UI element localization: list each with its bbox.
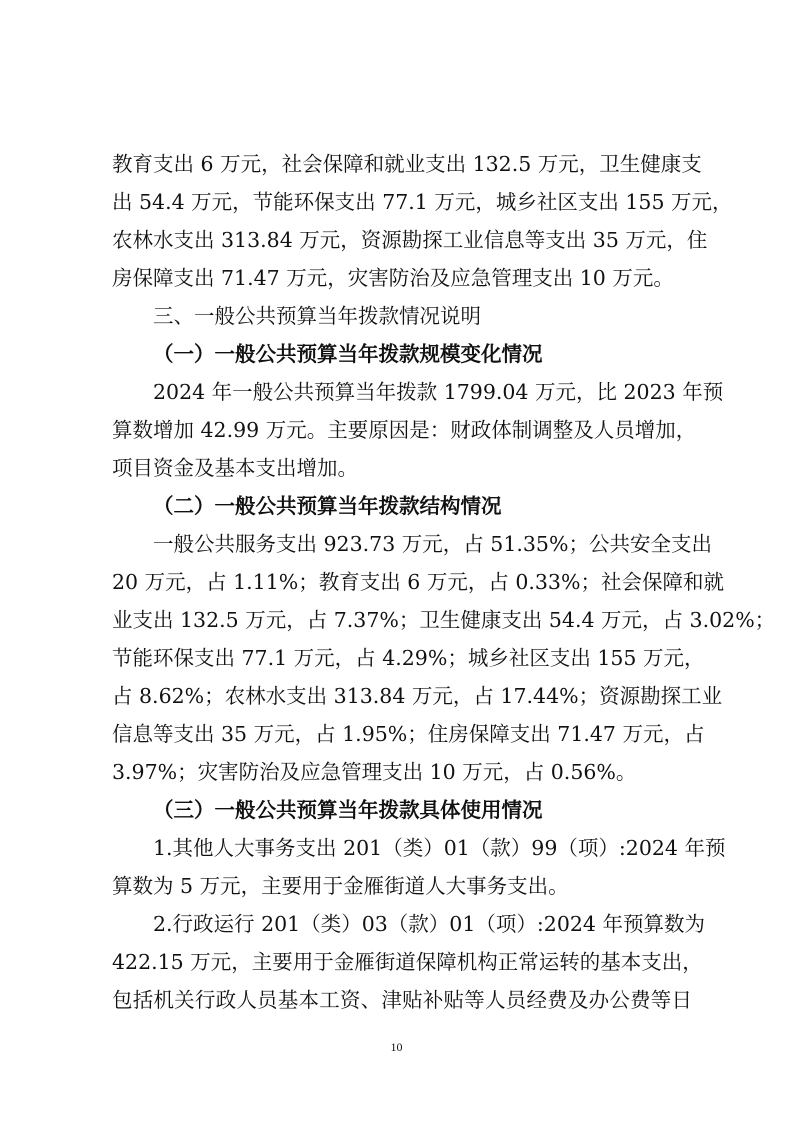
paragraph-line: 一般公共服务支出 923.73 万元，占 51.35%；公共安全支出 <box>153 532 712 556</box>
page-number: 10 <box>390 1040 403 1054</box>
paragraph-line: 项目资金及基本支出增加。 <box>112 456 358 480</box>
section-heading: 三、一般公共预算当年拨款情况说明 <box>153 304 481 328</box>
paragraph-line: 包括机关行政人员基本工资、津贴补贴等人员经费及办公费等日 <box>112 988 692 1012</box>
paragraph-line: 出 54.4 万元，节能环保支出 77.1 万元，城乡社区支出 155 万元， <box>112 190 733 214</box>
paragraph-line: 农林水支出 313.84 万元，资源勘探工业信息等支出 35 万元，住 <box>112 228 708 252</box>
paragraph-line: 业支出 132.5 万元，占 7.37%；卫生健康支出 54.4 万元，占 3.02%； <box>112 608 776 632</box>
paragraph-line: 3.97%；灾害防治及应急管理支出 10 万元，占 0.56%。 <box>112 760 637 784</box>
paragraph-line: 节能环保支出 77.1 万元，占 4.29%；城乡社区支出 155 万元， <box>112 646 705 670</box>
paragraph-line: 房保障支出 71.47 万元，灾害防治及应急管理支出 10 万元。 <box>112 266 674 290</box>
paragraph-line: 422.15 万元，主要用于金雁街道保障机构正常运转的基本支出， <box>112 950 703 974</box>
subsection-heading: （三）一般公共预算当年拨款具体使用情况 <box>153 798 543 822</box>
paragraph-line: 1.其他人大事务支出 201（类）01（款）99（项）:2024 年预 <box>153 836 726 860</box>
subsection-heading: （一）一般公共预算当年拨款规模变化情况 <box>153 342 543 366</box>
paragraph-line: 2024 年一般公共预算当年拨款 1799.04 万元，比 2023 年预 <box>153 380 724 404</box>
paragraph-line: 算数为 5 万元，主要用于金雁街道人大事务支出。 <box>112 874 569 898</box>
paragraph-line: 算数增加 42.99 万元。主要原因是：财政体制调整及人员增加， <box>112 418 697 442</box>
subsection-heading: （二）一般公共预算当年拨款结构情况 <box>153 494 502 518</box>
paragraph-line: 信息等支出 35 万元，占 1.95%；住房保障支出 71.47 万元，占 <box>112 722 705 746</box>
paragraph-line: 20 万元，占 1.11%；教育支出 6 万元，占 0.33%；社会保障和就 <box>112 570 724 594</box>
paragraph-line: 教育支出 6 万元，社会保障和就业支出 132.5 万元，卫生健康支 <box>112 152 702 176</box>
paragraph-line: 2.行政运行 201（类）03（款）01（项）:2024 年预算数为 <box>153 912 705 936</box>
paragraph-line: 占 8.62%；农林水支出 313.84 万元，占 17.44%；资源勘探工业 <box>112 684 723 708</box>
